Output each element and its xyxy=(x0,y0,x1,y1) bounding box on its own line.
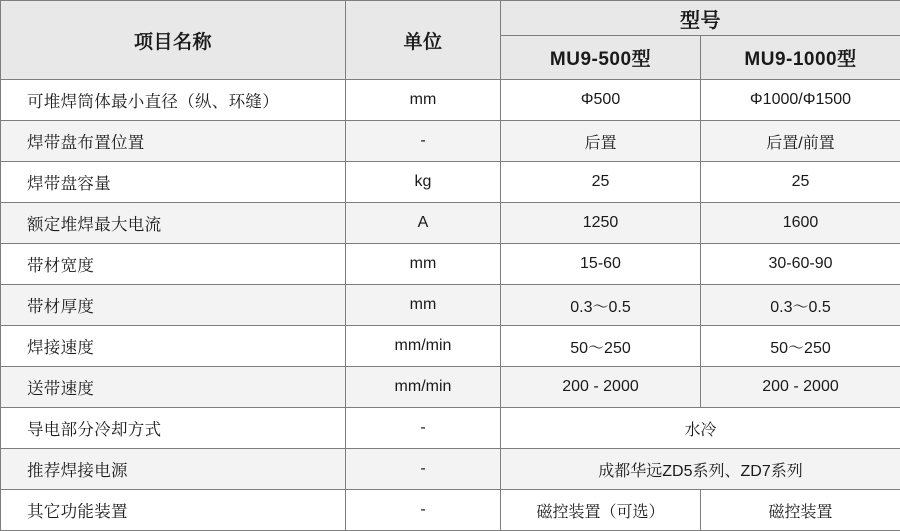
table-row xyxy=(1,367,900,408)
cell-project-name: 额定堆焊最大电流 xyxy=(1,203,346,244)
cell-value-mu9-500: 50～250 xyxy=(501,326,701,367)
header-model-group: 型号 xyxy=(501,1,900,36)
table-row xyxy=(1,244,900,285)
cell-project-name: 焊带盘容量 xyxy=(1,162,346,203)
cell-project-name: 推荐焊接电源 xyxy=(1,449,346,490)
table-body xyxy=(1,80,900,531)
cell-value-mu9-1000: 后置/前置 xyxy=(701,121,900,162)
cell-value-mu9-500: 25 xyxy=(501,162,701,203)
cell-value-mu9-1000: 25 xyxy=(701,162,900,203)
cell-unit: - xyxy=(346,490,501,531)
cell-value-mu9-500: 200 - 2000 xyxy=(501,367,701,408)
cell-value-mu9-500: 磁控装置（可选） xyxy=(501,490,701,531)
cell-value-mu9-500: Φ500 xyxy=(501,80,701,121)
cell-value-both-models: 水冷 xyxy=(501,408,900,449)
cell-project-name: 焊接速度 xyxy=(1,326,346,367)
cell-unit: mm xyxy=(346,244,501,285)
table-row xyxy=(1,203,900,244)
table-row xyxy=(1,121,900,162)
cell-unit: - xyxy=(346,449,501,490)
cell-value-mu9-1000: 磁控装置 xyxy=(701,490,900,531)
table-row xyxy=(1,162,900,203)
header-project-name: 项目名称 xyxy=(1,1,346,80)
table-row xyxy=(1,80,900,121)
cell-unit: mm/min xyxy=(346,367,501,408)
cell-value-both-models: 成都华远ZD5系列、ZD7系列 xyxy=(501,449,900,490)
cell-value-mu9-500: 1250 xyxy=(501,203,701,244)
cell-unit: mm xyxy=(346,80,501,121)
table-row xyxy=(1,490,900,531)
table-header xyxy=(1,1,900,80)
cell-value-mu9-500: 0.3～0.5 xyxy=(501,285,701,326)
cell-project-name: 带材宽度 xyxy=(1,244,346,285)
cell-project-name: 焊带盘布置位置 xyxy=(1,121,346,162)
table-row xyxy=(1,326,900,367)
cell-project-name: 可堆焊筒体最小直径（纵、环缝） xyxy=(1,80,346,121)
cell-unit: mm xyxy=(346,285,501,326)
cell-value-mu9-1000: Φ1000/Φ1500 xyxy=(701,80,900,121)
cell-project-name: 导电部分冷却方式 xyxy=(1,408,346,449)
cell-unit: kg xyxy=(346,162,501,203)
cell-value-mu9-500: 后置 xyxy=(501,121,701,162)
cell-project-name: 送带速度 xyxy=(1,367,346,408)
header-model-mu9-1000: MU9-1000型 xyxy=(701,36,900,80)
table-row xyxy=(1,449,900,490)
table-row xyxy=(1,408,900,449)
cell-unit: - xyxy=(346,121,501,162)
cell-unit: mm/min xyxy=(346,326,501,367)
cell-unit: A xyxy=(346,203,501,244)
cell-project-name: 其它功能装置 xyxy=(1,490,346,531)
header-model-mu9-500: MU9-500型 xyxy=(501,36,701,80)
header-unit: 单位 xyxy=(346,1,501,80)
header-row-top xyxy=(1,1,900,36)
cell-value-mu9-1000: 50～250 xyxy=(701,326,900,367)
cell-value-mu9-500: 15-60 xyxy=(501,244,701,285)
cell-unit: - xyxy=(346,408,501,449)
table-row xyxy=(1,285,900,326)
cell-project-name: 带材厚度 xyxy=(1,285,346,326)
cell-value-mu9-1000: 0.3～0.5 xyxy=(701,285,900,326)
cell-value-mu9-1000: 30-60-90 xyxy=(701,244,900,285)
cell-value-mu9-1000: 1600 xyxy=(701,203,900,244)
cell-value-mu9-1000: 200 - 2000 xyxy=(701,367,900,408)
